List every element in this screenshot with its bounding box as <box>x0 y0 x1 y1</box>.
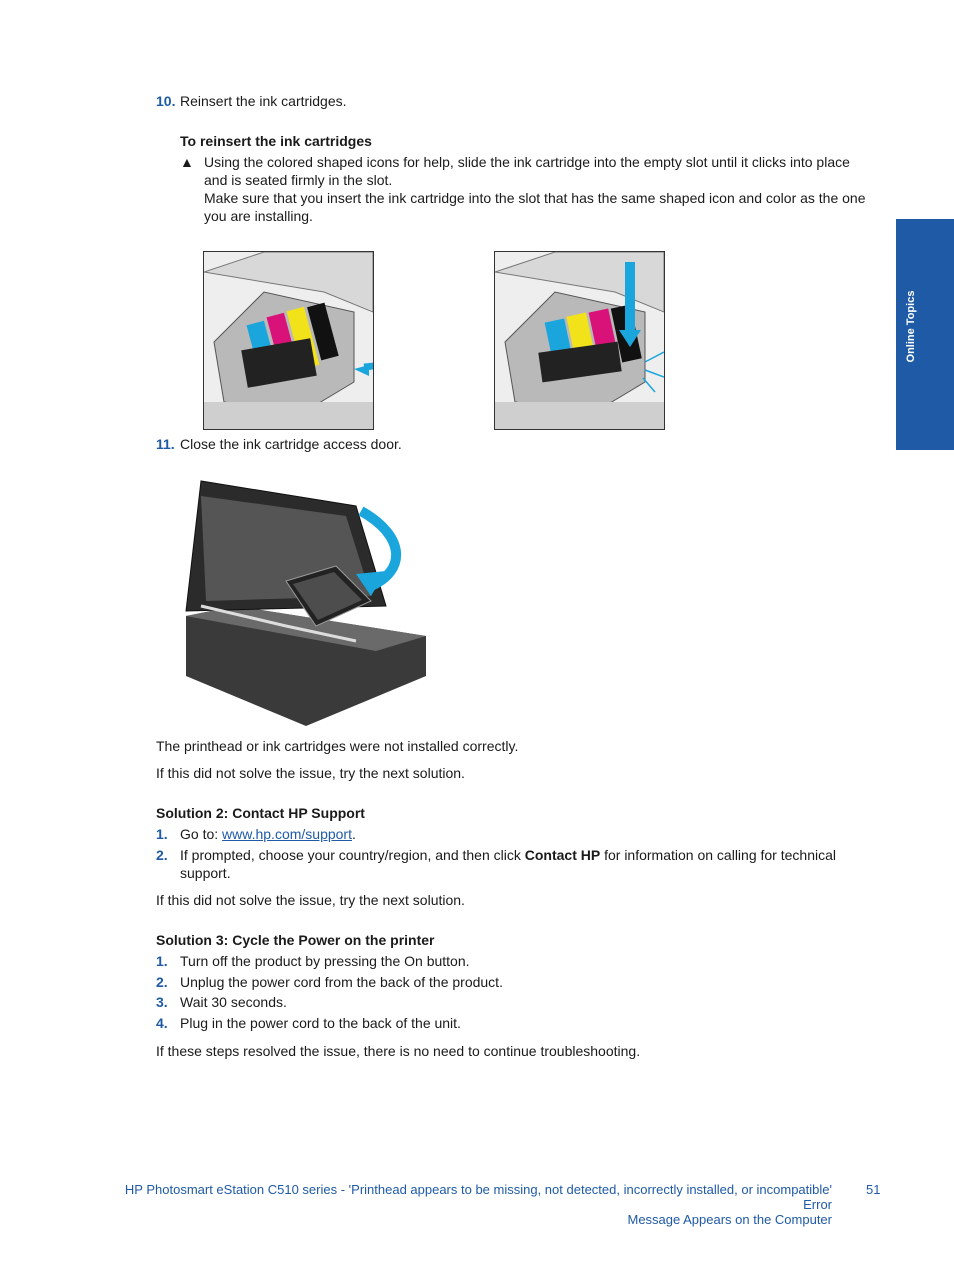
contact-hp-label: Contact HP <box>524 847 601 863</box>
item-text: Wait 30 seconds. <box>180 994 287 1010</box>
solution-3-item <box>156 1014 461 1032</box>
solution-2-item <box>156 846 876 864</box>
step-number: 2. <box>156 847 168 863</box>
section-side-tab <box>896 219 954 450</box>
reinsert-instructions <box>204 153 894 225</box>
cartridge-insert-illustration <box>203 251 374 430</box>
bullet-icon: ▲ <box>180 154 194 170</box>
footer-title-continued: Message Appears on the Computer <box>627 1212 832 1227</box>
item-text: If prompted, choose your country/region, and then click <box>180 847 525 863</box>
item-text: Unplug the power cord from the back of the product. <box>180 974 503 990</box>
solution-2-item <box>156 825 356 843</box>
solution-3-item <box>156 993 287 1011</box>
instruction-line: you are installing. <box>204 208 313 224</box>
step-number: 2. <box>156 974 168 990</box>
closing-paragraph: If these steps resolved the issue, there is no need to continue troubleshooting. <box>156 1043 641 1059</box>
solution-3-item <box>156 952 470 970</box>
page-number: 51 <box>866 1182 881 1197</box>
item-continuation: support. <box>180 865 231 881</box>
reinsert-heading: To reinsert the ink cartridges <box>180 133 372 149</box>
item-text: Turn off the product by pressing the On button. <box>180 953 470 969</box>
solution-3-heading: Solution 3: Cycle the Power on the printer <box>156 932 435 948</box>
step-text: Reinsert the ink cartridges. <box>180 93 347 109</box>
cartridge-seated-illustration <box>494 251 665 430</box>
close-door-illustration <box>176 476 426 726</box>
solution-2-heading: Solution 2: Contact HP Support <box>156 805 365 821</box>
instruction-line: Make sure that you insert the ink cartridge into the slot that has the same shaped icon and color as the one <box>204 190 866 206</box>
item-text: for information on calling for technical <box>600 847 836 863</box>
instruction-line: Using the colored shaped icons for help, slide the ink cartridge into the empty slot until it clicks into place <box>204 154 850 170</box>
step-number: 10. <box>156 93 176 109</box>
step-number: 3. <box>156 994 168 1010</box>
item-text: Plug in the power cord to the back of the unit. <box>180 1015 461 1031</box>
item-suffix: . <box>351 826 356 842</box>
next-solution-paragraph: If this did not solve the issue, try the next solution. <box>156 765 465 781</box>
step-11 <box>156 435 402 453</box>
side-tab-label: Online Topics <box>905 290 917 363</box>
step-10 <box>156 92 347 110</box>
support-link[interactable]: www.hp.com/support <box>222 826 352 842</box>
instruction-line: and is seated firmly in the slot. <box>204 172 393 188</box>
status-paragraph: The printhead or ink cartridges were not installed correctly. <box>156 738 519 754</box>
next-solution-paragraph: If this did not solve the issue, try the next solution. <box>156 892 465 908</box>
item-text: Go to: <box>180 826 223 842</box>
step-number: 1. <box>156 826 168 842</box>
page-footer <box>96 1182 832 1227</box>
solution-3-item <box>156 973 503 991</box>
step-text: Close the ink cartridge access door. <box>180 436 402 452</box>
footer-title: HP Photosmart eStation C510 series - 'Printhead appears to be missing, not detected, incorrectly installed, or incompatible' Error <box>124 1182 832 1212</box>
step-number: 11. <box>156 436 175 452</box>
step-number: 1. <box>156 953 168 969</box>
step-number: 4. <box>156 1015 168 1031</box>
